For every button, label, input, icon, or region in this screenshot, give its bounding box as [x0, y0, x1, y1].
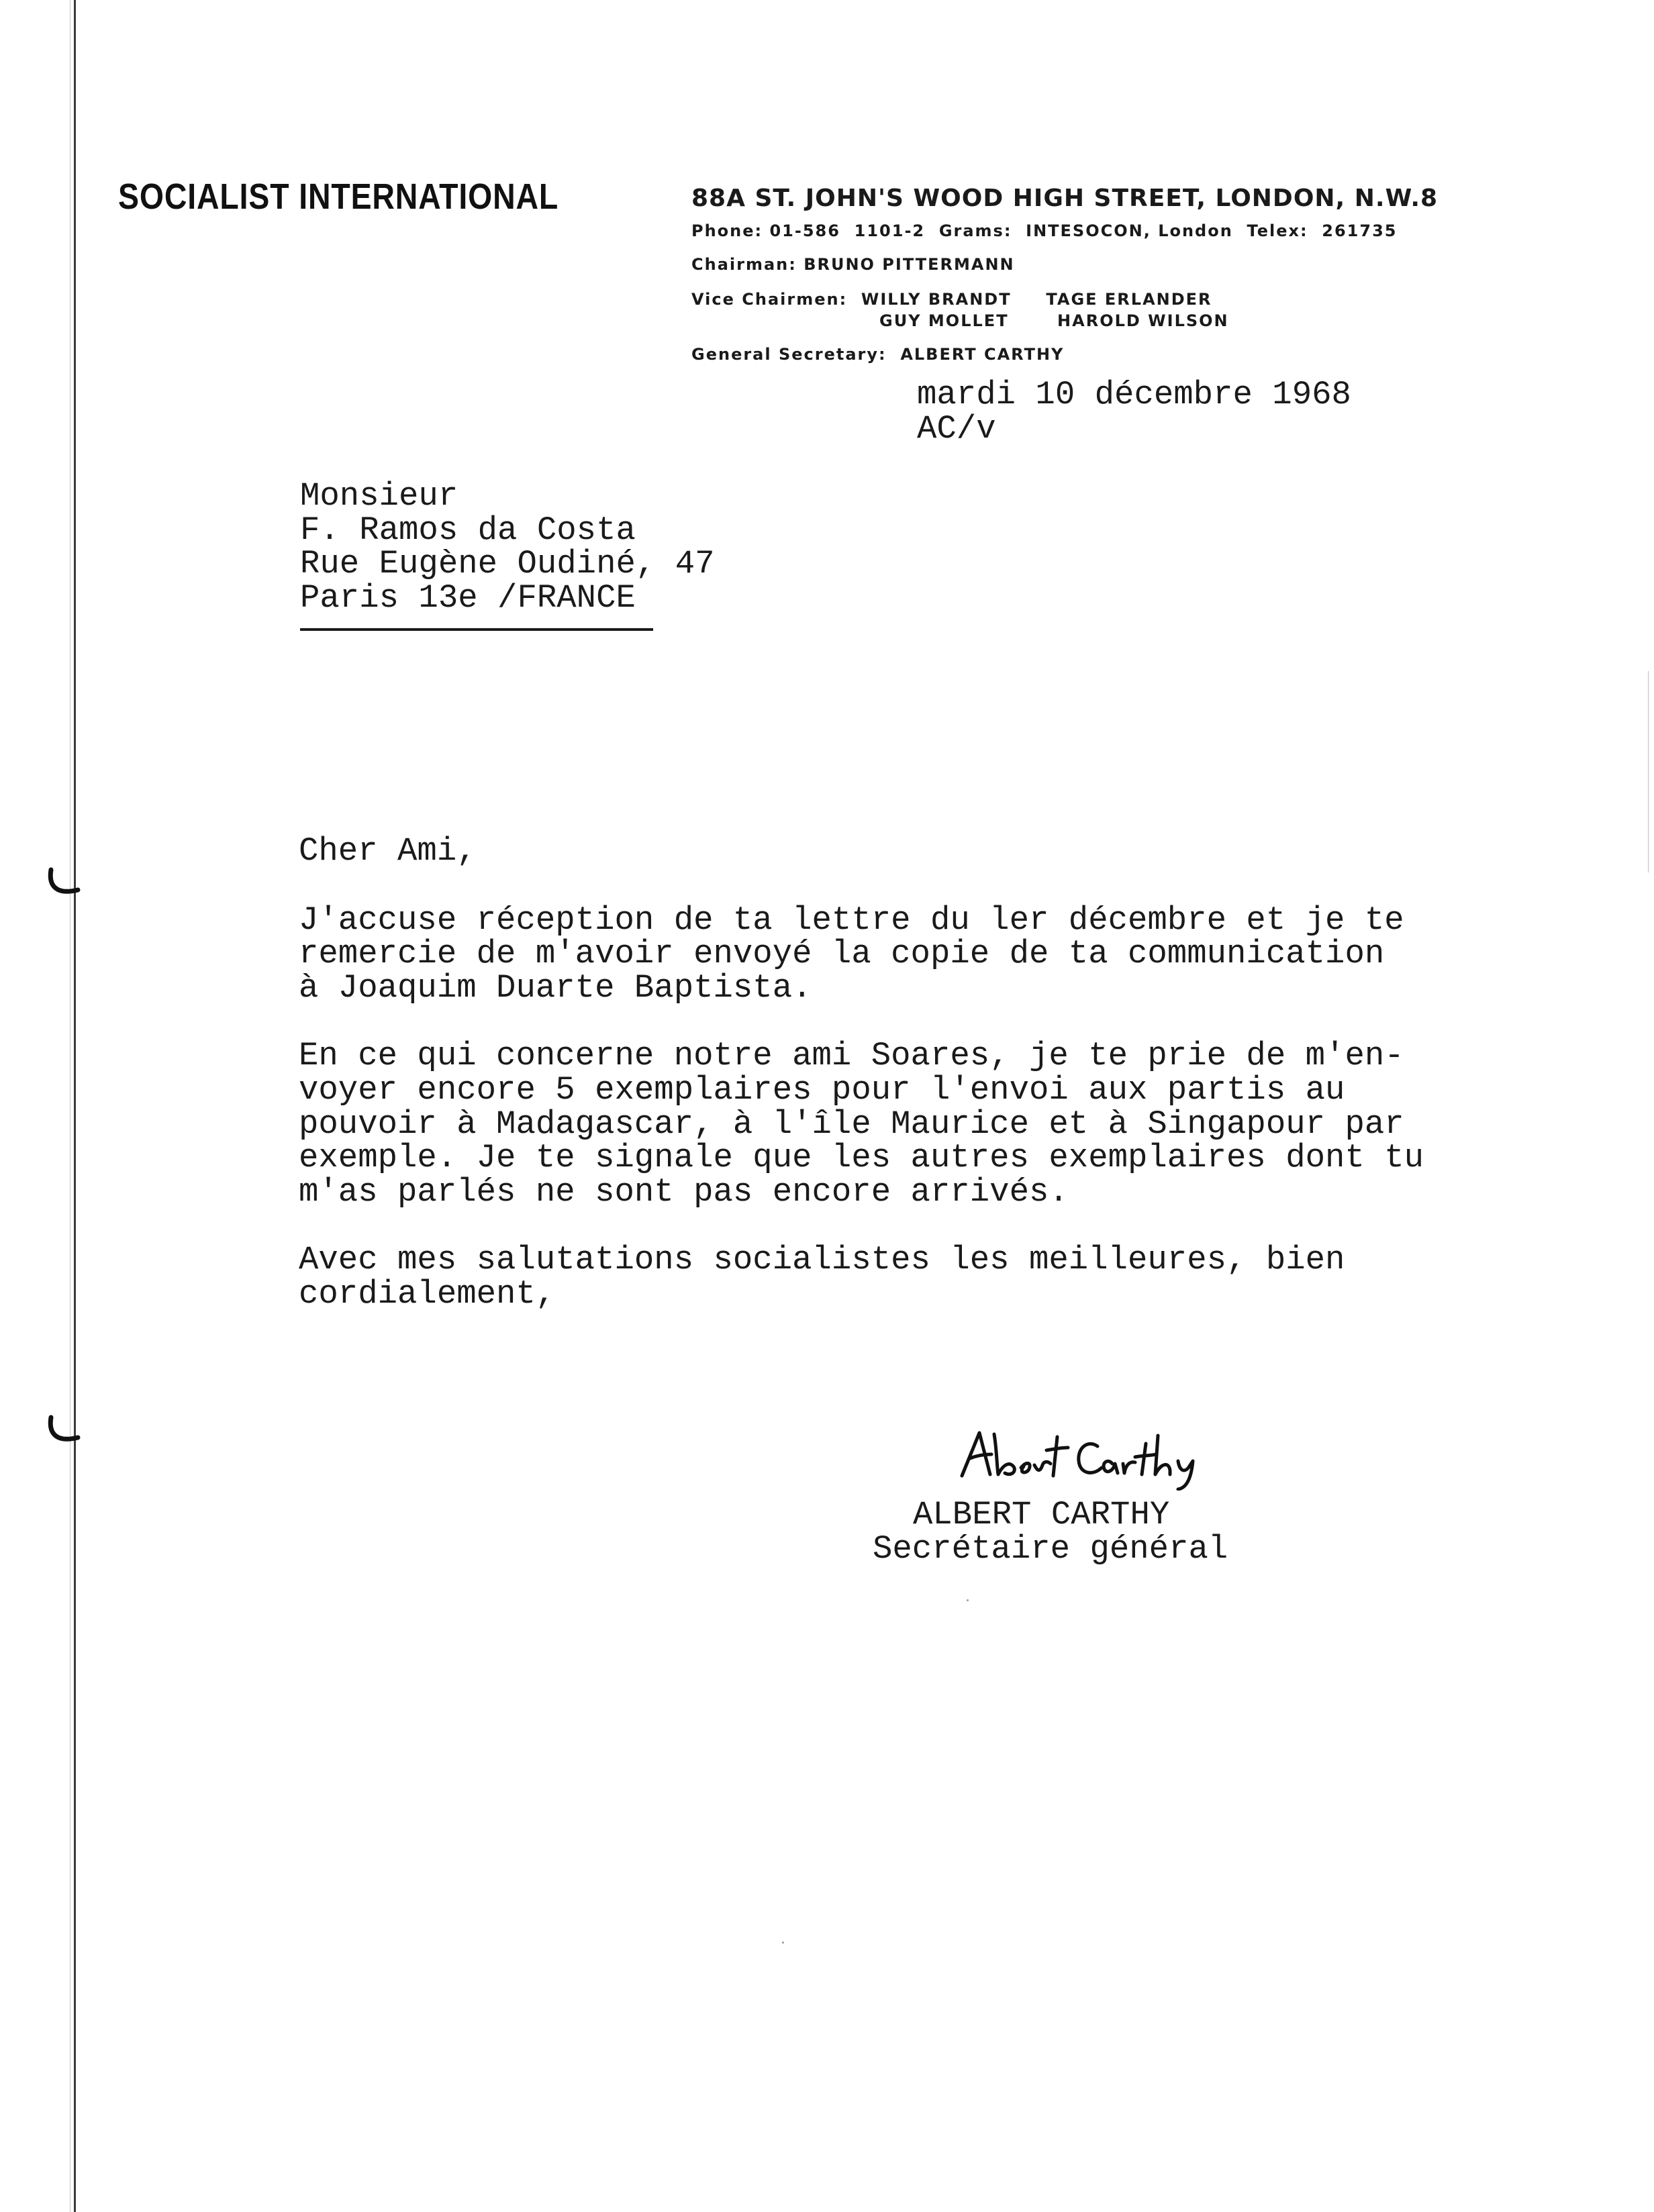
paragraph-1-line: à Joaquim Duarte Baptista. [299, 969, 812, 1007]
greeting: Cher Ami, [299, 832, 477, 870]
binder-clip-mark [42, 866, 82, 903]
scan-speck [967, 1599, 969, 1601]
signatory-title: Secrétaire général [873, 1530, 1228, 1568]
letterhead-address: 88A ST. JOHN'S WOOD HIGH STREET, LONDON, N.W.8 [691, 185, 1439, 212]
right-edge-shadow [1648, 671, 1649, 872]
paragraph-2-line: pouvoir à Madagascar, à l'île Maurice et à Singapour par [299, 1105, 1404, 1143]
binder-edge-line [74, 0, 76, 2212]
letterhead-general-secretary: General Secretary: ALBERT CARTHY [691, 345, 1065, 364]
letterhead-chairman: Chairman: BRUNO PITTERMANN [691, 255, 1015, 274]
letterhead-contact: Phone: 01-586 1101-2 Grams: INTESOCON, London Telex: 261735 [691, 221, 1398, 240]
paragraph-1-line: remercie de m'avoir envoyé la copie de ta communication [299, 935, 1385, 972]
recipient-street: Rue Eugène Oudiné, 47 [300, 545, 715, 583]
letter-reference: AC/v [917, 410, 996, 448]
signatory-name: ALBERT CARTHY [913, 1496, 1170, 1534]
address-underline [300, 628, 653, 631]
paragraph-2-line: En ce qui concerne notre ami Soares, je te prie de m'en- [299, 1037, 1404, 1074]
paragraph-2-line: exemple. Je te signale que les autres exemplaires dont tu [299, 1139, 1424, 1176]
binder-clip-mark [42, 1413, 82, 1450]
paragraph-3-line: cordialement, [299, 1275, 556, 1313]
paragraph-1-line: J'accuse réception de ta lettre du ler décembre et je te [299, 901, 1404, 939]
letter-date: mardi 10 décembre 1968 [917, 376, 1351, 413]
recipient-title: Monsieur [300, 477, 458, 515]
scan-speck [782, 1942, 784, 1944]
organization-name: SOCIALIST INTERNATIONAL [118, 177, 559, 217]
letterhead-vice-chairmen-1: Vice Chairmen: WILLY BRANDT TAGE ERLANDER [691, 290, 1212, 309]
recipient-city: Paris 13e /FRANCE [300, 579, 636, 617]
paragraph-2-line: voyer encore 5 exemplaires pour l'envoi aux partis au [299, 1071, 1345, 1109]
recipient-name: F. Ramos da Costa [300, 511, 636, 549]
paragraph-3-line: Avec mes salutations socialistes les meilleures, bien [299, 1241, 1345, 1278]
letterhead-vice-chairmen-2: GUY MOLLET HAROLD WILSON [879, 311, 1229, 330]
paragraph-2-line: m'as parlés ne sont pas encore arrivés. [299, 1173, 1069, 1211]
